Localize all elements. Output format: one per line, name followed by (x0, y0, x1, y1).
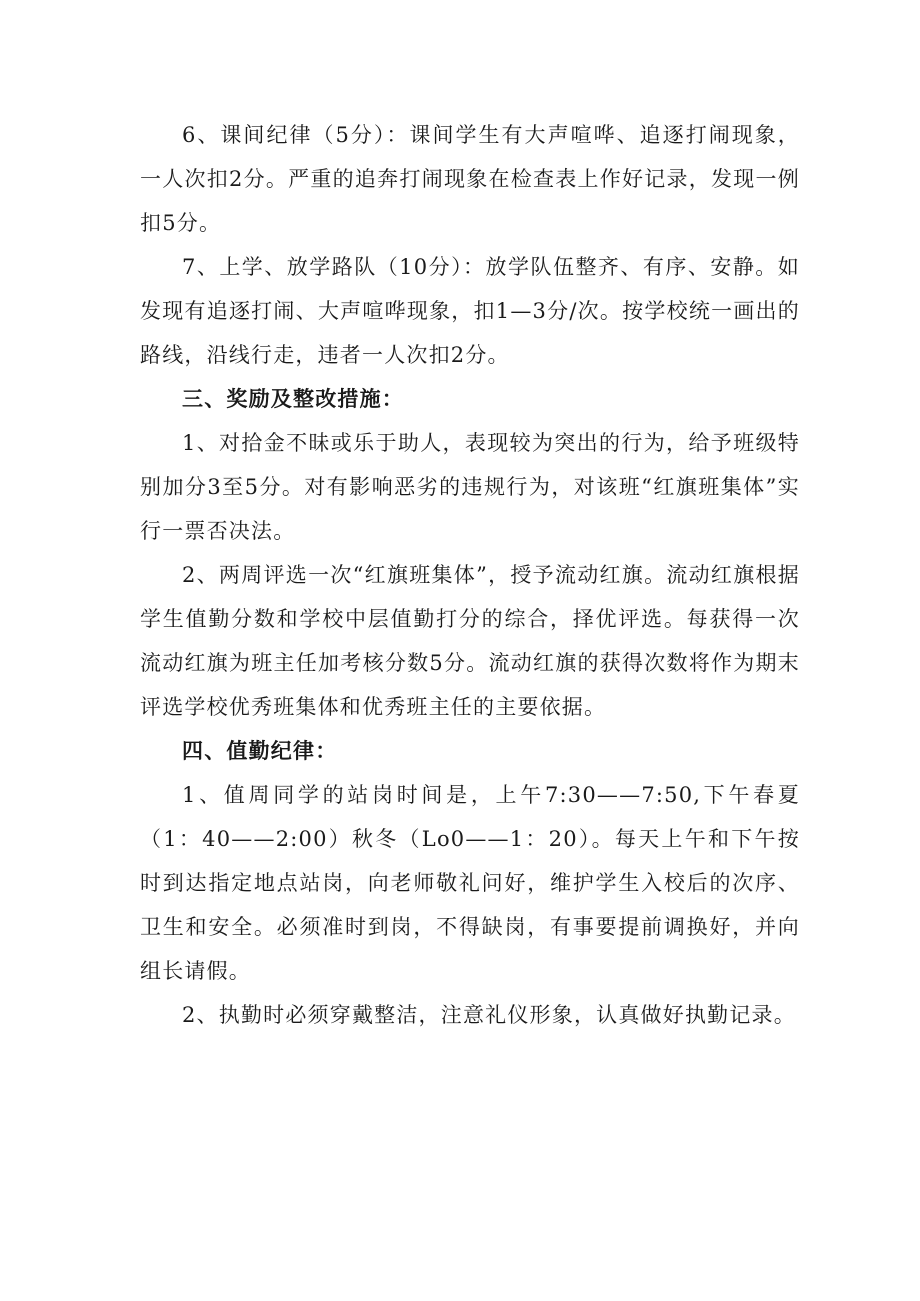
reward-item-1: 1、对拾金不昧或乐于助人，表现较为突出的行为，给予班级特别加分3至5分。对有影响恶劣的违规行为，对该班“红旗班集体”实行一票否决法。 (140, 431, 800, 543)
duty-item-2: 2、执勤时必须穿戴整洁，注意礼仪形象，认真做好执勤记录。 (182, 1003, 796, 1027)
rule-7-school-route-queue: 7、上学、放学路队（10分）：放学队伍整齐、有序、安静。如发现有追逐打闹、大声喧哗现象，扣1—3分/次。按学校统一画出的路线，沿线行走，违者一人次扣2分。 (140, 255, 800, 367)
duty-item-1: 1、值周同学的站岗时间是，上午7:30——7:50,下午春夏（1：40——2:00）秋冬（Lo0——1：20）。每天上午和下午按时到达指定地点站岗，向老师敬礼问好，维护学生入校后的次序、卫生和安全。必须准时到岗，不得缺岗，有事要提前调换好，并向组长请假。 (140, 783, 800, 983)
document-body (140, 113, 800, 1037)
reward-item-2: 2、两周评选一次“红旗班集体”，授予流动红旗。流动红旗根据学生值勤分数和学校中层值勤打分的综合，择优评选。每获得一次流动红旗为班主任加考核分数5分。流动红旗的获得次数将作为期末评选学校优秀班集体和优秀班主任的主要依据。 (140, 563, 800, 719)
rule-6-class-break-discipline: 6、课间纪律（5分）：课间学生有大声喧哗、追逐打闹现象，一人次扣2分。严重的追奔打闹现象在检查表上作好记录，发现一例扣5分。 (140, 123, 800, 235)
section-heading-duty-discipline: 四、值勤纪律： (182, 739, 338, 763)
section-heading-rewards: 三、奖励及整改措施： (182, 387, 404, 411)
